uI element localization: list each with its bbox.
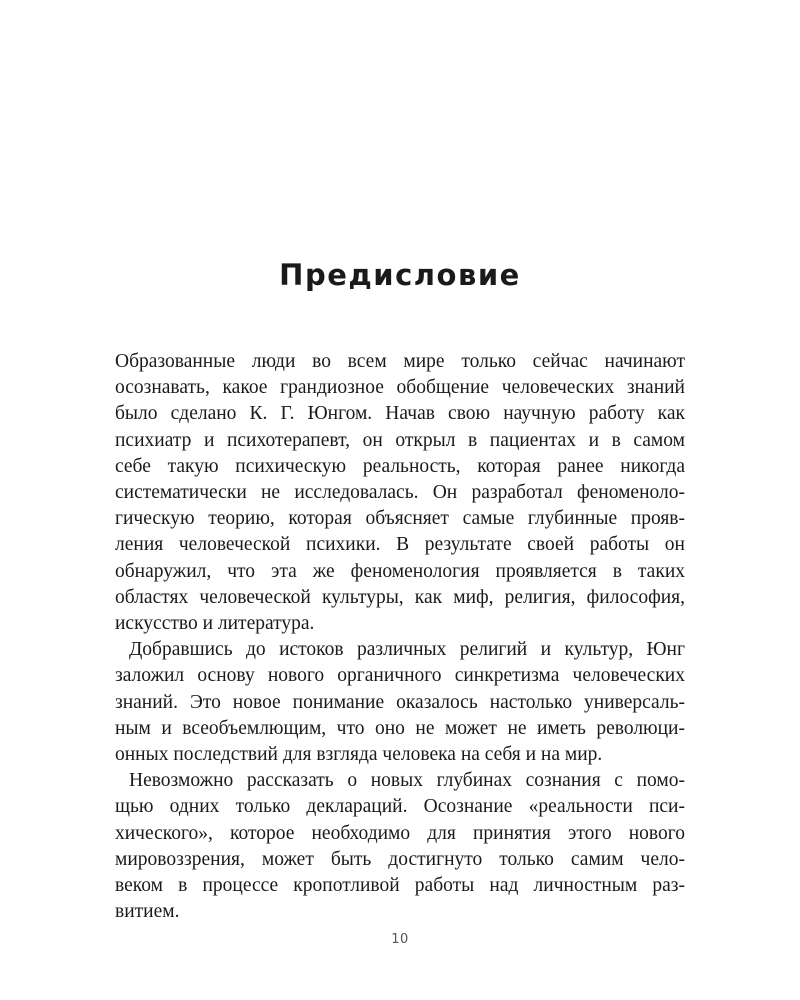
text-line: мировоззрения, может быть достигнуто только самим чело- — [115, 848, 685, 870]
text-line: заложил основу нового органичного синкретизма человеческих — [115, 665, 685, 687]
text-line: ления человеческой психики. В результате своей работы он — [115, 534, 685, 556]
text-line: ным и всеобъемлющим, что оно не может не иметь революци- — [115, 717, 685, 739]
text-line: систематически не исследовалась. Он разработал феноменоло- — [115, 482, 685, 504]
text-line: Невозможно рассказать о новых глубинах сознания с помо- — [129, 770, 685, 792]
page-number: 10 — [391, 932, 409, 947]
text-line: витием. — [115, 901, 180, 923]
text-line: гическую теорию, которая объясняет самые глубинные прояв- — [115, 508, 685, 530]
text-line: хического», которое необходимо для принятия этого нового — [115, 822, 685, 844]
text-line: искусство и литература. — [115, 613, 315, 635]
body-text — [115, 349, 685, 925]
text-line: себе такую психическую реальность, которая ранее никогда — [115, 455, 685, 477]
text-line: веком в процессе кропотливой работы над личностным раз- — [115, 875, 685, 897]
paragraph-2 — [115, 637, 685, 768]
paragraph-1 — [115, 349, 685, 637]
text-line: психиатр и психотерапевт, он открыл в пациентах и в самом — [115, 429, 685, 451]
text-line: Добравшись до истоков различных религий и культур, Юнг — [129, 639, 685, 661]
text-line: было сделано К. Г. Юнгом. Начав свою научную работу как — [115, 403, 685, 425]
text-line: осознавать, какое грандиозное обобщение человеческих знаний — [115, 377, 685, 399]
chapter-title: Предисловие — [279, 258, 521, 292]
text-line: знаний. Это новое понимание оказалось настолько универсаль- — [115, 691, 685, 713]
text-line: щью одних только деклараций. Осознание «реальности пси- — [115, 796, 685, 818]
text-line: областях человеческой культуры, как миф, религия, философия, — [115, 586, 685, 608]
text-line: обнаружил, что эта же феноменология проявляется в таких — [115, 560, 685, 582]
text-line: Образованные люди во всем мире только сейчас начинают — [115, 351, 685, 372]
paragraph-3 — [115, 768, 685, 925]
text-line: онных последствий для взгляда человека на себя и на мир. — [115, 744, 603, 766]
